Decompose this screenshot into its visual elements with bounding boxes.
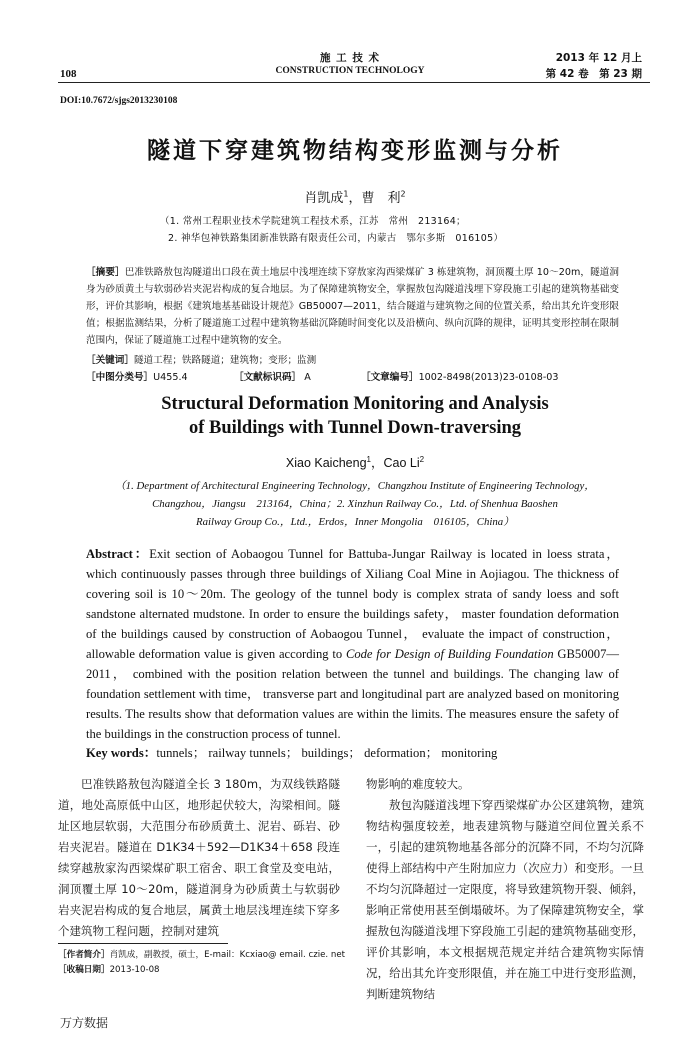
body-paragraph-3: 敖包沟隧道浅埋下穿西梁煤矿办公区建筑物，建筑物结构强度较差，地表建筑物与隧道空间位置关系不一，引起的建筑物地基各部分的沉降不同，不均匀沉降使得上部结构中产生附加应力（次应力）和变形。一旦不均匀沉降超过一定限度，将导致建筑物开裂、倾斜，影响正常使用甚至倒塌破坏。为了保障建筑物安全，掌握敖包沟隧道浅埋下穿段施工引起的建筑物基础变形，评价其影响，本文根据规范规定并结合建筑物实际情况，给出其允许变形限值，并在施工中进行变形监测，判断建筑物结	[366, 798, 644, 1001]
author-2-en-sup: 2	[419, 454, 425, 464]
doc-code-value: A	[304, 372, 311, 383]
clc-value: U455.4	[153, 372, 188, 383]
authors-cn	[60, 187, 650, 206]
author-1-sup: 1	[343, 189, 349, 199]
doc-code	[234, 369, 311, 383]
body-left-column	[58, 774, 340, 942]
clc-label: ［中图分类号］	[86, 372, 154, 383]
footnote-author-text: 肖凯成，副教授，硕士，E-mail：Kcxiao@ email. czie. net	[109, 950, 345, 960]
article-number	[361, 369, 559, 383]
doi: DOI:10.7672/sjgs2013230108	[60, 96, 178, 106]
keywords-cn	[86, 352, 619, 366]
header-rule	[58, 82, 650, 83]
author-2-en: Cao Li	[383, 456, 420, 470]
article-no-label: ［文章编号］	[361, 372, 419, 383]
clc-code	[86, 369, 188, 383]
abstract-cn	[86, 264, 619, 349]
abstract-en	[86, 544, 619, 744]
footnote-rule	[58, 943, 228, 944]
doc-code-label: ［文献标识码］	[234, 372, 302, 383]
footnote-date-text: 2013-10-08	[109, 965, 160, 975]
article-no-value: 1002-8498(2013)23-0108-03	[418, 372, 559, 383]
author-2-sup: 2	[400, 189, 406, 199]
issue-date: 2013 年 12 月上	[555, 52, 642, 64]
author-1-cn: 肖凯成	[304, 191, 344, 206]
footnote-date	[58, 963, 160, 975]
volume-issue: 第 42 卷 第 23 期	[545, 68, 642, 80]
abstract-en-text-1: Exit section of Aobaogou Tunnel for Battuba-Jungar Railway is located in loess strata， which continuously passes through three buildings of Xiliang Coal Mine in Aojiagou. The thickness of covering soil is 10～20m. The geology of the tunnel body is complex strata of sandy loess and soft sandstone alternated mudstone. In order to ensure the buildings safety， master foundation deformation of the buildings caused by construction of Aobaogou Tunnel， evaluate the impact of construction， allowable deformation value is given according to	[86, 547, 619, 661]
footnote-date-label: ［收稿日期］	[58, 965, 110, 975]
journal-name-en: CONSTRUCTION TECHNOLOGY	[275, 66, 425, 76]
title-cn: 隧道下穿建筑物结构变形监测与分析	[147, 138, 563, 164]
keywords-en	[86, 743, 619, 763]
body-right-column	[366, 774, 644, 1005]
affiliation-en-2: Changzhou，Jiangsu 213164，China；2. Xinzhun Railway Co.，Ltd. of Shenhua Baoshen	[152, 498, 558, 510]
footnote-author-label: ［作者简介］	[58, 950, 110, 960]
keywords-en-text: tunnels； railway tunnels； buildings； deformation； monitoring	[156, 746, 498, 760]
body-paragraph-2: 物影响的难度较大。	[366, 777, 470, 791]
abstract-cn-text: 巴准铁路敖包沟隧道出口段在黄土地层中浅埋连续下穿敖家沟西梁煤矿 3 栋建筑物，洞顶覆土厚 10～20m，隧道洞身为砂质黄土与软弱砂岩夹泥岩构成的复合地层。为了保障建筑物安全，掌握敖包沟隧道浅埋下穿段施工引起的建筑物基础变形，评价其影响，根据《建筑地基基础设计规范》GB50007—2011，结合隧道与建筑物之间的位置关系，给出其允许变形限值；根据监测结果，分析了隧道施工过程中建筑物基础沉降随时间变化以及沿横向、纵向沉降的规律，证明其变形控制在限制范围内，保证了隧道施工过程中建筑物的安全。	[86, 267, 620, 346]
keywords-cn-label: ［关键词］	[86, 355, 134, 366]
title-en-line-2: of Buildings with Tunnel Down-traversing	[188, 418, 522, 438]
body-paragraph-1: 巴准铁路敖包沟隧道全长 3 180m，为双线铁路隧道，地处高原低中山区，地形起伏较大，沟梁相间。隧址区地层软弱，大范围分布砂质黄土、泥岩、砾岩、砂岩夹泥岩。隧道在 D1K34＋592—D1K34＋658 段连续穿越敖家沟西梁煤矿职工宿舍、职工食堂及变电站，洞顶覆土厚 10～20m，隧道洞身为砂质黄土与软弱砂岩夹泥岩构成的复合地层，属黄土地层浅埋连续下穿多个建筑物工程问题，控制对建筑	[58, 777, 340, 938]
keywords-en-label: Key words：	[86, 746, 157, 760]
abstract-en-label: Abstract：	[86, 547, 150, 561]
affiliation-en-1: （1. Department of Architectural Engineering Technology，Changzhou Institute of Engineering Technology，	[114, 480, 596, 492]
footnote-author	[58, 948, 345, 960]
affiliation-cn-2: 2. 神华包神铁路集团新准铁路有限责任公司，内蒙古 鄂尔多斯 016105）	[168, 233, 504, 244]
abstract-en-text-2: GB50007—2011， combined with the position relation between the tunnel and buildings. The changing law of foundation settlement with time， transverse part and longitudinal part are analyzed based on monitoring results. The results show that deformation values are within the limits. The measures ensure the safety of the buildings in the construction process of tunnel.	[86, 647, 619, 741]
abstract-cn-label: ［摘要］	[86, 267, 125, 278]
author-en-separator: ，	[370, 456, 384, 470]
author-1-en-sup: 1	[366, 454, 371, 464]
affiliation-cn-1: （1. 常州工程职业技术学院建筑工程技术系，江苏 常州 213164；	[160, 216, 466, 227]
abstract-en-code-ref: Code for Design of Building Foundation	[345, 647, 554, 661]
authors-en	[60, 453, 650, 471]
keywords-cn-text: 隧道工程；铁路隧道；建筑物；变形；监测	[133, 355, 317, 366]
watermark: 万方数据	[60, 1016, 109, 1030]
journal-name-cn: 施 工 技 术	[320, 52, 380, 64]
author-2-cn: 曹 利	[361, 191, 401, 206]
affiliation-en-3: Railway Group Co.，Ltd.，Erdos，Inner Mongolia 016105，China）	[195, 516, 514, 528]
author-separator: ，	[348, 191, 362, 206]
title-en-line-1: Structural Deformation Monitoring and Analysis	[161, 394, 549, 414]
author-1-en: Xiao Kaicheng	[285, 456, 367, 470]
page-number: 108	[60, 68, 77, 80]
